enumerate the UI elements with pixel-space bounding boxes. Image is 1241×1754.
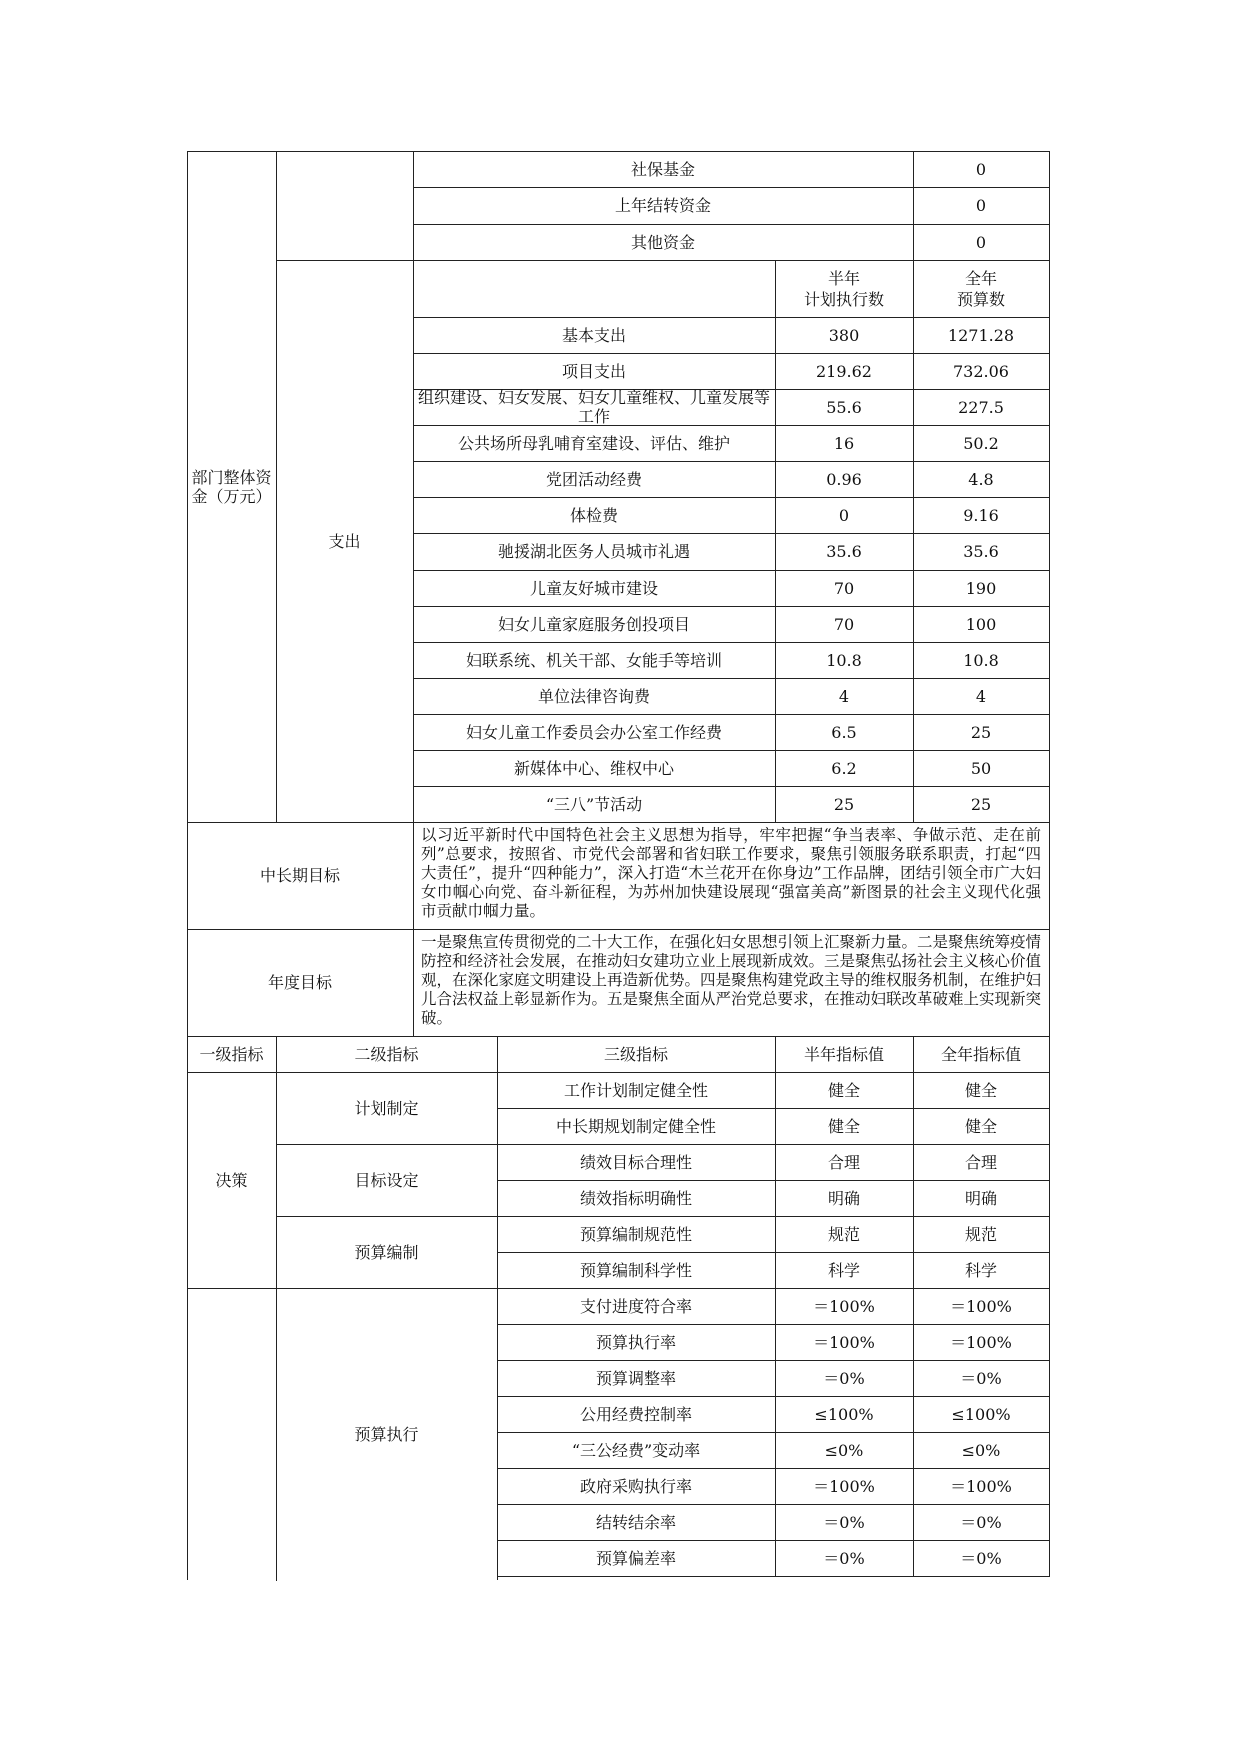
execution-level2: 预算执行 bbox=[276, 1288, 498, 1580]
expenditure-half-value: 6.2 bbox=[775, 750, 914, 787]
expenditure-item-label: 妇联系统、机关干部、女能手等培训 bbox=[413, 642, 776, 679]
expenditure-half-value: 4 bbox=[775, 678, 914, 715]
income-label: 上年结转资金 bbox=[413, 187, 914, 225]
expenditure-full-value: 35.6 bbox=[913, 533, 1050, 571]
decision-full-value: 规范 bbox=[913, 1216, 1050, 1253]
expenditure-full-value: 4.8 bbox=[913, 461, 1050, 498]
execution-full-value: ＝100% bbox=[913, 1324, 1050, 1361]
execution-level3: “三公经费”变动率 bbox=[497, 1432, 776, 1469]
execution-full-value: ≤100% bbox=[913, 1396, 1050, 1433]
decision-level2: 目标设定 bbox=[276, 1144, 498, 1217]
execution-full-value: ＝0% bbox=[913, 1360, 1050, 1397]
expenditure-half-value: 219.62 bbox=[775, 353, 914, 390]
income-label: 其他资金 bbox=[413, 224, 914, 261]
decision-full-value: 健全 bbox=[913, 1108, 1050, 1145]
expenditure-full-value: 100 bbox=[913, 606, 1050, 643]
expenditure-item-label: 组织建设、妇女发展、妇女儿童维权、儿童发展等工作 bbox=[413, 389, 776, 426]
execution-level3: 预算执行率 bbox=[497, 1324, 776, 1361]
expenditure-item-label: “三八”节活动 bbox=[413, 786, 776, 823]
expenditure-half-value: 16 bbox=[775, 425, 914, 462]
funds-header-cell: 部门整体资金（万元） bbox=[187, 151, 277, 823]
decision-half-value: 合理 bbox=[775, 1144, 914, 1181]
execution-full-value: ＝0% bbox=[913, 1504, 1050, 1541]
decision-half-value: 明确 bbox=[775, 1180, 914, 1217]
expenditure-half-value: 55.6 bbox=[775, 389, 914, 426]
expenditure-item-label: 驰援湖北医务人员城市礼遇 bbox=[413, 533, 776, 571]
expenditure-full-value: 227.5 bbox=[913, 389, 1050, 426]
execution-full-value: ≤0% bbox=[913, 1432, 1050, 1469]
expenditure-half-value: 380 bbox=[775, 317, 914, 354]
income-value: 0 bbox=[913, 224, 1050, 261]
expenditure-half-value: 70 bbox=[775, 570, 914, 607]
expenditure-full-value: 25 bbox=[913, 714, 1050, 751]
decision-level2: 预算编制 bbox=[276, 1216, 498, 1289]
expenditure-full-value: 9.16 bbox=[913, 497, 1050, 534]
income-value: 0 bbox=[913, 187, 1050, 225]
execution-level3: 公用经费控制率 bbox=[497, 1396, 776, 1433]
decision-half-value: 规范 bbox=[775, 1216, 914, 1253]
decision-level2: 计划制定 bbox=[276, 1072, 498, 1145]
execution-half-value: ＝0% bbox=[775, 1360, 914, 1397]
expenditure-half-value: 0 bbox=[775, 497, 914, 534]
expenditure-half-value: 0.96 bbox=[775, 461, 914, 498]
expenditure-item-label: 新媒体中心、维权中心 bbox=[413, 750, 776, 787]
decision-level3: 中长期规划制定健全性 bbox=[497, 1108, 776, 1145]
long-term-goal-label: 中长期目标 bbox=[187, 822, 414, 930]
execution-level3: 预算偏差率 bbox=[497, 1540, 776, 1577]
execution-half-value: ＝100% bbox=[775, 1324, 914, 1361]
decision-half-value: 健全 bbox=[775, 1072, 914, 1109]
expenditure-item-label: 妇女儿童家庭服务创投项目 bbox=[413, 606, 776, 643]
execution-half-value: ＝0% bbox=[775, 1540, 914, 1577]
decision-half-value: 健全 bbox=[775, 1108, 914, 1145]
expenditure-item-label: 公共场所母乳哺育室建设、评估、维护 bbox=[413, 425, 776, 462]
execution-full-value: ＝100% bbox=[913, 1288, 1050, 1325]
execution-full-value: ＝0% bbox=[913, 1540, 1050, 1577]
decision-full-value: 科学 bbox=[913, 1252, 1050, 1289]
level2-header: 二级指标 bbox=[276, 1036, 498, 1073]
expenditure-item-label: 基本支出 bbox=[413, 317, 776, 354]
expenditure-full-value: 10.8 bbox=[913, 642, 1050, 679]
execution-level3: 支付进度符合率 bbox=[497, 1288, 776, 1325]
expenditure-half-value: 10.8 bbox=[775, 642, 914, 679]
annual-goal-label: 年度目标 bbox=[187, 929, 414, 1037]
expenditure-full-value: 4 bbox=[913, 678, 1050, 715]
expenditure-half-value: 6.5 bbox=[775, 714, 914, 751]
expenditure-full-value: 50 bbox=[913, 750, 1050, 787]
execution-half-value: ＝100% bbox=[775, 1288, 914, 1325]
execution-level3: 结转结余率 bbox=[497, 1504, 776, 1541]
decision-level1: 决策 bbox=[187, 1072, 277, 1289]
expenditure-full-value: 190 bbox=[913, 570, 1050, 607]
decision-full-value: 合理 bbox=[913, 1144, 1050, 1181]
col-full-budget-header: 全年 预算数 bbox=[913, 260, 1050, 318]
level1-header: 一级指标 bbox=[187, 1036, 277, 1073]
income-blank-cell bbox=[276, 151, 414, 261]
decision-half-value: 科学 bbox=[775, 1252, 914, 1289]
expenditure-item-label: 体检费 bbox=[413, 497, 776, 534]
execution-level1-blank bbox=[187, 1288, 277, 1581]
expenditure-item-label: 项目支出 bbox=[413, 353, 776, 390]
annual-goal-text: 一是聚焦宣传贯彻党的二十大工作，在强化妇女思想引领上汇聚新力量。二是聚焦统筹疫情防控和经济社会发展，在推动妇女建功立业上展现新成效。三是聚焦弘扬社会主义核心价值观，在深化家庭文明建设上再造新优势。四是聚焦构建党政主导的维权服务机制，在维护妇儿合法权益上彰显新作为。五是聚焦全面从严治党总要求，在推动妇联改革破难上实现新突破。 bbox=[413, 929, 1050, 1037]
expenditure-half-value: 70 bbox=[775, 606, 914, 643]
half-value-header: 半年指标值 bbox=[775, 1036, 914, 1073]
decision-level3: 预算编制科学性 bbox=[497, 1252, 776, 1289]
decision-level3: 绩效指标明确性 bbox=[497, 1180, 776, 1217]
execution-level3: 政府采购执行率 bbox=[497, 1468, 776, 1505]
execution-half-value: ＝0% bbox=[775, 1504, 914, 1541]
full-value-header: 全年指标值 bbox=[913, 1036, 1050, 1073]
expenditure-half-value: 25 bbox=[775, 786, 914, 823]
execution-full-value: ＝100% bbox=[913, 1468, 1050, 1505]
expenditure-full-value: 732.06 bbox=[913, 353, 1050, 390]
decision-level3: 工作计划制定健全性 bbox=[497, 1072, 776, 1109]
expenditure-item-label: 单位法律咨询费 bbox=[413, 678, 776, 715]
execution-half-value: ≤0% bbox=[775, 1432, 914, 1469]
level3-header: 三级指标 bbox=[497, 1036, 776, 1073]
expenditure-item-label: 党团活动经费 bbox=[413, 461, 776, 498]
expenditure-full-value: 50.2 bbox=[913, 425, 1050, 462]
expenditure-full-value: 25 bbox=[913, 786, 1050, 823]
income-value: 0 bbox=[913, 151, 1050, 188]
execution-level3: 预算调整率 bbox=[497, 1360, 776, 1397]
expenditure-label: 支出 bbox=[276, 260, 414, 823]
expenditure-item-label: 妇女儿童工作委员会办公室工作经费 bbox=[413, 714, 776, 751]
decision-full-value: 健全 bbox=[913, 1072, 1050, 1109]
income-label: 社保基金 bbox=[413, 151, 914, 188]
col-half-plan-header: 半年 计划执行数 bbox=[775, 260, 914, 318]
long-term-goal-text: 以习近平新时代中国特色社会主义思想为指导，牢牢把握“争当表率、争做示范、走在前列”总要求，按照省、市党代会部署和省妇联工作要求，聚焦引领服务联系职责，打起“四大责任”，提升“四种能力”，深入打造“木兰花开在你身边”工作品牌，团结引领全市广大妇女巾帼心向党、奋斗新征程，为苏州加快建设展现“强富美高”新图景的社会主义现代化强市贡献巾帼力量。 bbox=[413, 822, 1050, 930]
decision-level3: 绩效目标合理性 bbox=[497, 1144, 776, 1181]
execution-half-value: ＝100% bbox=[775, 1468, 914, 1505]
execution-half-value: ≤100% bbox=[775, 1396, 914, 1433]
decision-full-value: 明确 bbox=[913, 1180, 1050, 1217]
expenditure-half-value: 35.6 bbox=[775, 533, 914, 571]
expenditure-item-label: 儿童友好城市建设 bbox=[413, 570, 776, 607]
decision-level3: 预算编制规范性 bbox=[497, 1216, 776, 1253]
expenditure-header-blank bbox=[413, 260, 776, 318]
expenditure-full-value: 1271.28 bbox=[913, 317, 1050, 354]
